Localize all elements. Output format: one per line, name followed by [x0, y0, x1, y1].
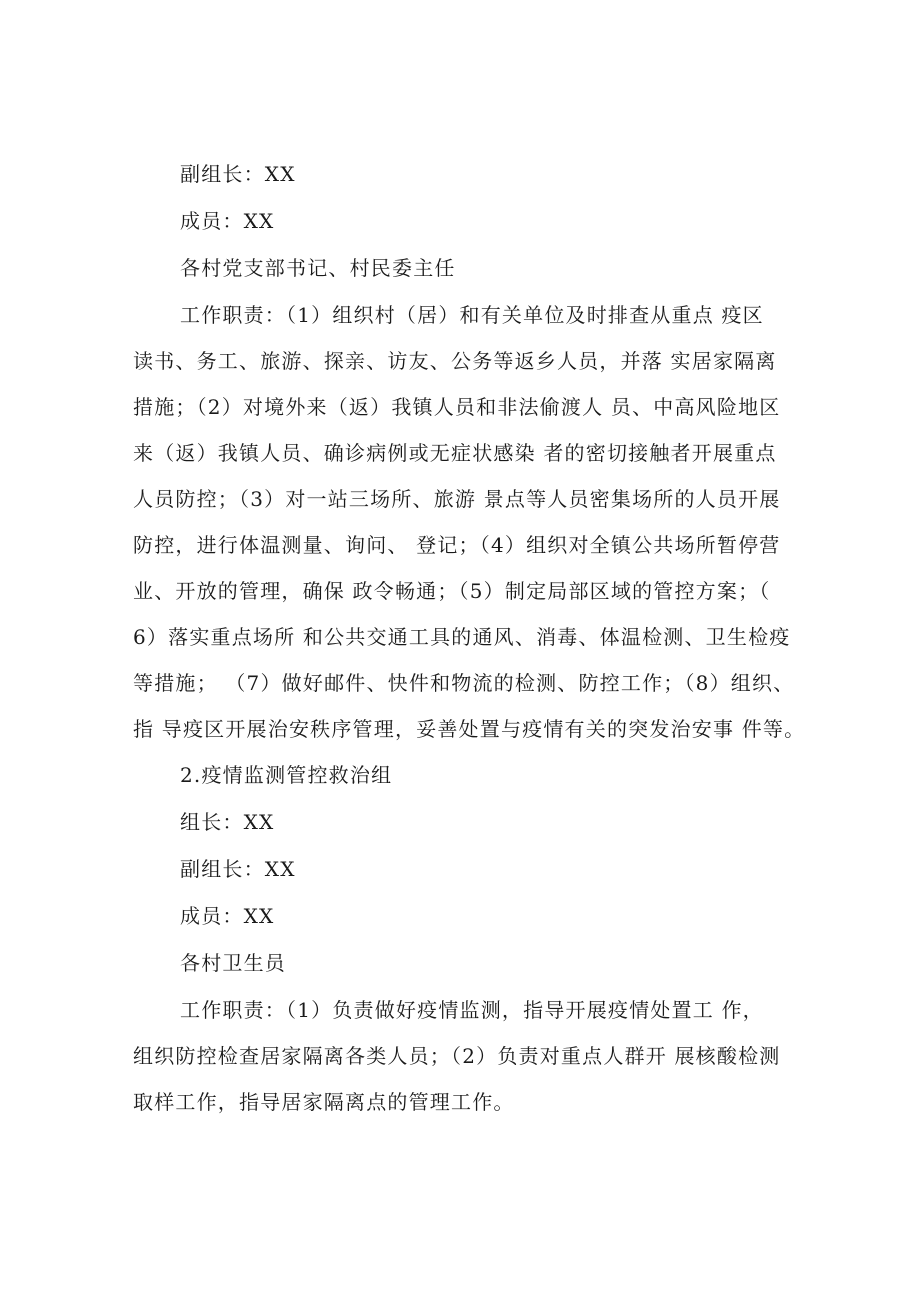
deputy-leader-line: 副组长：XX [180, 857, 296, 881]
duty-paragraph-line: 来（返）我镇人员、确诊病例或无症状感染 者的密切接触者开展重点 [133, 441, 777, 465]
duty-paragraph-line: 人员防控；（3）对一站三场所、旅游 景点等人员密集场所的人员开展 [133, 487, 781, 511]
duty-paragraph-line: 6）落实重点场所 和公共交通工具的通风、消毒、体温检测、卫生检疫 [133, 625, 791, 649]
duty-paragraph-line: 业、开放的管理，确保 政令畅通；（5）制定局部区域的管控方案；（ [133, 579, 771, 603]
members-line: 成员：XX [180, 904, 275, 928]
members-detail-line: 各村卫生员 [180, 951, 286, 975]
duty-paragraph-line: 取样工作，指导居家隔离点的管理工作。 [133, 1090, 515, 1114]
duty-paragraph-line: 工作职责：（1）组织村（居）和有关单位及时排查从重点 疫区 [180, 303, 764, 327]
members-line: 成员：XX [180, 209, 275, 233]
duty-paragraph-line: 工作职责：（1）负责做好疫情监测，指导开展疫情处置工 作， [180, 998, 764, 1022]
duty-paragraph-line: 措施；（2）对境外来（返）我镇人员和非法偷渡人 员、中高风险地区 [133, 395, 781, 419]
deputy-leader-line: 副组长：XX [180, 162, 296, 186]
section-heading: 2.疫情监测管控救治组 [180, 763, 393, 787]
duty-paragraph-line: 防控，进行体温测量、询问、 登记；（4）组织对全镇公共场所暂停营 [133, 533, 781, 557]
leader-line: 组长：XX [180, 810, 275, 834]
members-detail-line: 各村党支部书记、村民委主任 [180, 256, 456, 280]
duty-paragraph-line: 指 导疫区开展治安秩序管理，妥善处置与疫情有关的突发治安事 件等。 [133, 717, 806, 741]
duty-paragraph-line: 读书、务工、旅游、探亲、访友、公务等返乡人员，并落 实居家隔离 [133, 349, 777, 373]
duty-paragraph-line: 组织防控检查居家隔离各类人员；（2）负责对重点人群开 展核酸检测 [133, 1044, 781, 1068]
duty-paragraph-line: 等措施； （7）做好邮件、快件和物流的检测、防控工作；（8）组织、 [133, 671, 795, 695]
